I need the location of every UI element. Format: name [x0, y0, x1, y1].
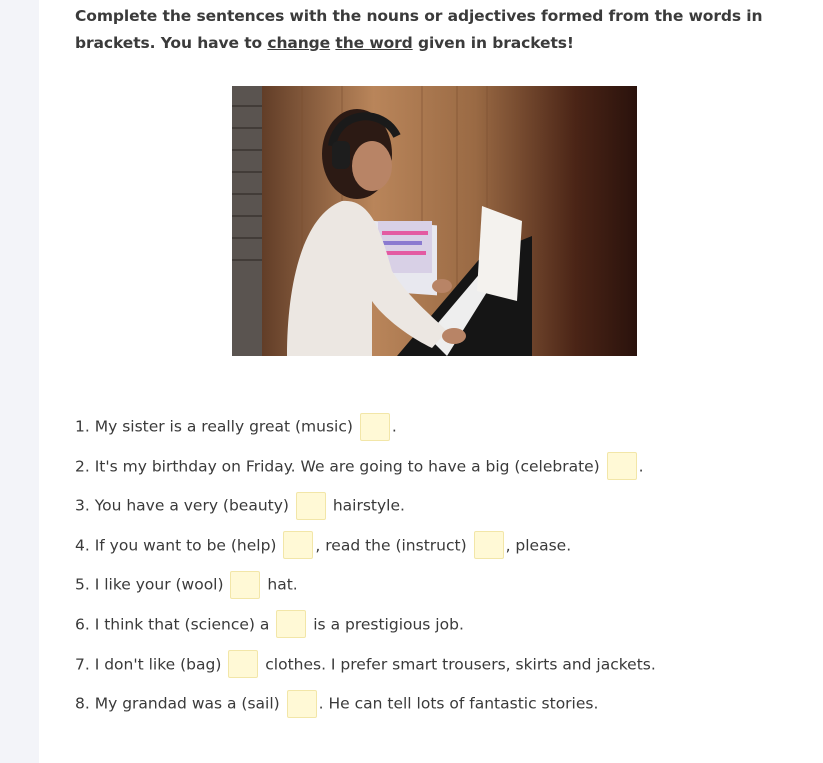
answer-input-4a[interactable] — [283, 531, 313, 559]
answer-input-7[interactable] — [228, 650, 258, 678]
question-5 — [75, 570, 805, 598]
woman-playing-piano-image — [232, 86, 637, 356]
instructions-underlined-change: change — [267, 34, 331, 52]
question-8-text: 8. My grandad was a (sail) — [75, 694, 285, 713]
left-sidebar-rail — [0, 0, 39, 763]
question-4-text-end: , please. — [505, 536, 572, 555]
question-8-text-end: . He can tell lots of fantastic stories. — [318, 694, 599, 713]
question-2-text-end: . — [638, 457, 644, 476]
answer-input-2[interactable] — [607, 452, 637, 480]
answer-input-4b[interactable] — [474, 531, 504, 559]
answer-input-1[interactable] — [360, 413, 390, 441]
instructions-underlined-the-word: the word — [335, 34, 413, 52]
exercise-instructions — [75, 3, 805, 57]
question-7-text-end: clothes. I prefer smart trousers, skirts and jackets. — [260, 655, 656, 674]
answer-input-6[interactable] — [276, 610, 306, 638]
exercise-photo — [232, 86, 637, 356]
question-3-text: 3. You have a very (beauty) — [75, 496, 294, 515]
question-2-text: 2. It's my birthday on Friday. We are going to have a big (celebrate) — [75, 457, 605, 476]
question-5-text-end: hat. — [262, 575, 298, 594]
question-4 — [75, 531, 805, 559]
question-6-text-end: is a prestigious job. — [308, 615, 464, 634]
question-2 — [75, 452, 805, 480]
instructions-text-end: given in brackets! — [412, 34, 574, 52]
instructions-text-start: Complete the sentences with the nouns or adjectives formed from the words in brackets. You have to — [75, 7, 763, 52]
question-3-text-end: hairstyle. — [327, 496, 405, 515]
question-3 — [75, 491, 805, 519]
question-7-text: 7. I don't like (bag) — [75, 655, 227, 674]
question-4-text: 4. If you want to be (help) — [75, 536, 282, 555]
question-4-text-middle: , read the (instruct) — [315, 536, 472, 555]
question-7 — [75, 650, 805, 678]
answer-input-8[interactable] — [287, 690, 317, 718]
question-1-text-end: . — [391, 417, 397, 436]
question-5-text: 5. I like your (wool) — [75, 575, 229, 594]
question-6-text: 6. I think that (science) a — [75, 615, 275, 634]
answer-input-3[interactable] — [296, 492, 326, 520]
question-1-text: 1. My sister is a really great (music) — [75, 417, 358, 436]
question-1 — [75, 412, 805, 440]
question-8 — [75, 689, 805, 717]
questions-list — [75, 412, 805, 729]
question-6 — [75, 610, 805, 638]
answer-input-5[interactable] — [230, 571, 260, 599]
